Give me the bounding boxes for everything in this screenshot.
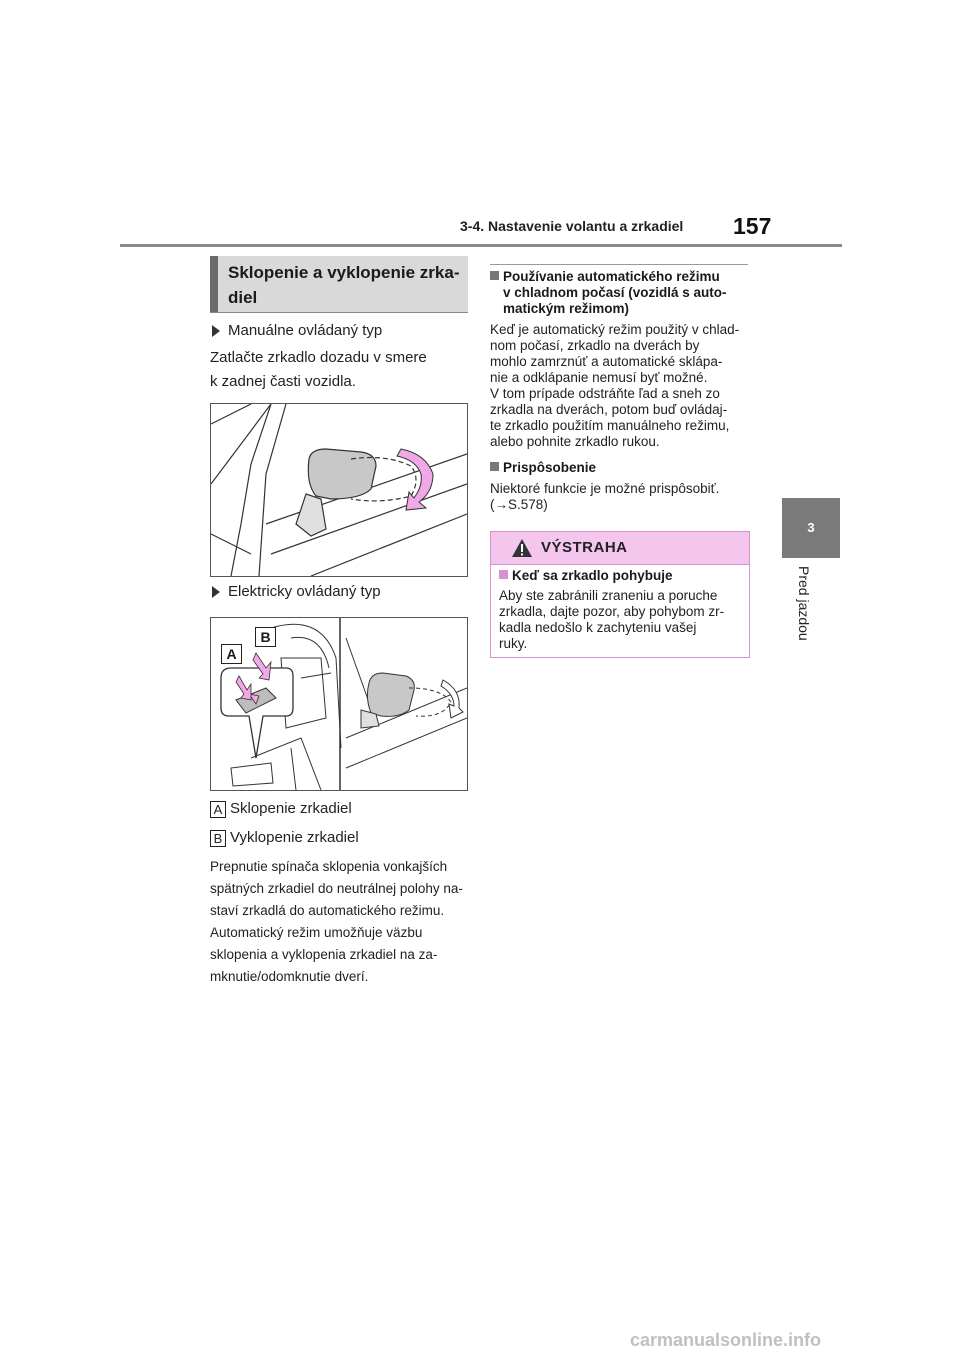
legend-b-key: B xyxy=(210,830,226,847)
section-heading-line1: Sklopenie a vyklopenie zrka- xyxy=(228,263,460,282)
section-heading-rule xyxy=(210,312,468,313)
cold-weather-text xyxy=(490,322,739,450)
chapter-tab: 3 xyxy=(782,498,840,558)
cold-weather-heading xyxy=(490,269,727,317)
square-bullet-icon xyxy=(490,462,499,471)
cold-text-line: mohlo zamrznúť a automatické sklápa- xyxy=(490,354,723,369)
warning-triangle-icon xyxy=(511,538,533,558)
arrow-bullet-icon xyxy=(212,586,220,598)
warning-line: kadla nedošlo k zachyteniu vašej xyxy=(499,620,697,635)
note-line: mknutie/odomknutie dverí. xyxy=(210,969,369,984)
cold-text-line: zrkadla na dverách, potom buď ovládaj- xyxy=(490,402,728,417)
warning-line: ruky. xyxy=(499,636,528,651)
manual-mirror-figure xyxy=(210,403,468,577)
cold-text-line: nom počasí, zrkadlo na dverách by xyxy=(490,338,700,353)
manual-instruction-line1: Zatlačte zrkadlo dozadu v smere xyxy=(210,349,427,366)
header-rule xyxy=(120,244,842,247)
customization-page-ref[interactable]: (→S.578) xyxy=(490,497,548,512)
cold-heading-line: matickým režimom) xyxy=(503,301,630,316)
warning-line: zrkadla, dajte pozor, aby pohybom zr- xyxy=(499,604,725,619)
manual-mirror-illustration xyxy=(211,404,467,576)
note-line: Prepnutie spínača sklopenia vonkajších xyxy=(210,859,448,874)
electric-type-label: Elektricky ovládaný typ xyxy=(228,583,381,600)
warning-line: Aby ste zabránili zraneniu a poruche xyxy=(499,588,718,603)
cold-text-line: alebo pohnite zrkadlo rukou. xyxy=(490,434,660,449)
cold-text-line: te zrkadlo použitím manuálneho režimu, xyxy=(490,418,730,433)
warning-heading-label: Keď sa zrkadlo pohybuje xyxy=(512,568,673,583)
customization-heading-label: Prispôsobenie xyxy=(503,460,597,475)
cold-heading-line: v chladnom počasí (vozidlá s auto- xyxy=(503,285,727,300)
figure-callout-b: B xyxy=(255,627,276,647)
watermark: carmanualsonline.info xyxy=(630,1330,822,1350)
cold-text-line: Keď je automatický režim použitý v chlad- xyxy=(490,322,740,337)
manual-instruction-line2: k zadnej časti vozidla. xyxy=(210,373,356,390)
warning-heading xyxy=(499,568,673,584)
section-heading-line2: diel xyxy=(228,288,258,307)
customization-text xyxy=(490,481,719,513)
legend-a-text: Sklopenie zrkadiel xyxy=(230,800,352,817)
warning-box xyxy=(490,531,750,658)
manual-type-item xyxy=(212,322,382,339)
warning-text xyxy=(499,588,724,652)
cold-heading-line: Používanie automatického režimu xyxy=(503,269,720,284)
chapter-label: Pred jazdou xyxy=(796,566,812,641)
square-bullet-icon xyxy=(490,271,499,280)
legend-b-text: Vyklopenie zrkadiel xyxy=(230,829,359,846)
page-number: 157 xyxy=(733,213,772,239)
manual-instruction xyxy=(210,346,427,394)
note-line: spätných zrkadiel do neutrálnej polohy na- xyxy=(210,881,463,896)
customization-heading xyxy=(490,460,596,476)
square-bullet-icon xyxy=(499,570,508,579)
legend-a-key: A xyxy=(210,801,226,818)
warning-header xyxy=(491,532,749,565)
cold-text-line: nie a odklápanie nemusí byť možné. xyxy=(490,370,708,385)
customization-line: Niektoré funkcie je možné prispôsobiť. xyxy=(490,481,720,496)
right-column-rule xyxy=(490,264,748,265)
cold-text-line: V tom prípade odstráňte ľad a sneh zo xyxy=(490,386,720,401)
note-line: staví zrkadlá do automatického režimu. xyxy=(210,903,445,918)
electric-type-item xyxy=(212,583,381,600)
section-heading xyxy=(210,256,468,312)
section-title: 3-4. Nastavenie volantu a zrkadiel xyxy=(460,218,684,234)
manual-type-label: Manuálne ovládaný typ xyxy=(228,322,383,339)
electric-mirror-figure xyxy=(210,617,468,791)
arrow-bullet-icon xyxy=(212,325,220,337)
auto-mode-note xyxy=(210,856,463,988)
note-line: Automatický režim umožňuje väzbu xyxy=(210,925,423,940)
figure-callout-a: A xyxy=(221,644,242,664)
legend-a xyxy=(210,797,352,821)
warning-title: VÝSTRAHA xyxy=(541,539,628,556)
electric-mirror-illustration xyxy=(211,618,467,790)
note-line: sklopenia a vyklopenia zrkadiel na za- xyxy=(210,947,438,962)
legend-b xyxy=(210,826,359,850)
